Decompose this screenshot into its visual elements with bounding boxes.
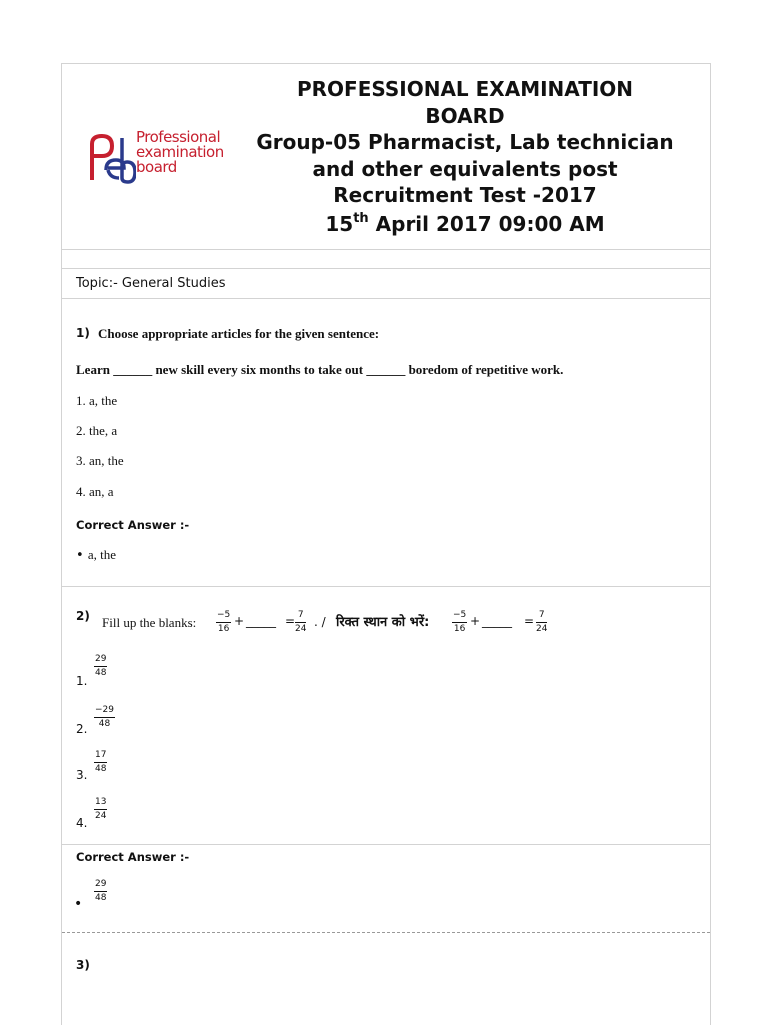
plus-sign: + <box>470 614 481 628</box>
exam-date <box>230 211 700 238</box>
title-line: Group-05 Pharmacist, Lab technician <box>256 130 674 154</box>
option-fraction <box>94 750 107 775</box>
topic-row <box>62 269 710 299</box>
question-prompt-hi: रिक्त स्थान को भरें: <box>336 615 430 630</box>
fraction-numerator: 7 <box>295 610 306 623</box>
title-line: BOARD <box>425 103 505 128</box>
question-divider <box>62 586 710 587</box>
correct-answer-text: a, the <box>87 547 116 562</box>
correct-answer-fraction <box>94 879 107 904</box>
date-day: 15 <box>325 211 354 236</box>
option-item: 3. an, the <box>76 453 124 468</box>
header <box>62 64 710 250</box>
question-number: 1) <box>76 326 90 340</box>
exam-sheet <box>61 63 711 1025</box>
fraction-denominator: 24 <box>295 624 307 634</box>
option-index: 4. <box>76 816 88 830</box>
fraction-numerator: −5 <box>452 610 467 623</box>
fraction-numerator: 7 <box>536 610 547 623</box>
option-index: 3. <box>76 768 88 782</box>
option-index: 2. <box>76 722 88 736</box>
question-number: 2) <box>76 609 90 623</box>
question-prompt-en: Fill up the blanks: <box>102 615 197 630</box>
logo-line: board <box>136 158 177 176</box>
fraction-denominator: 48 <box>95 893 107 903</box>
question-prompt: Choose appropriate articles for the given sentence: <box>98 326 380 341</box>
fraction <box>536 610 547 635</box>
topic-label: Topic:- General Studies <box>76 276 226 291</box>
exam-title <box>230 76 700 237</box>
fraction-numerator: 13 <box>94 797 107 810</box>
blank: _____ <box>246 614 276 628</box>
fraction <box>452 610 467 635</box>
fraction-denominator: 48 <box>95 668 107 678</box>
date-suffix: th <box>353 210 369 226</box>
date-rest: April 2017 09:00 AM <box>368 211 605 236</box>
equals-sign: = <box>524 614 535 628</box>
title-line: PROFESSIONAL EXAMINATION <box>296 77 634 101</box>
correct-answer-item <box>76 547 116 563</box>
fraction-denominator: 24 <box>95 811 107 821</box>
fraction-denominator: 16 <box>453 624 466 634</box>
fraction-numerator: 17 <box>94 750 107 763</box>
title-line: and other equivalents post <box>312 156 618 181</box>
option-fraction <box>94 705 115 730</box>
correct-answer-label: Correct Answer :- <box>76 850 190 864</box>
separator: . / <box>314 615 326 629</box>
title-line: Recruitment Test -2017 <box>333 183 597 207</box>
option-item: 4. an, a <box>76 484 114 499</box>
header-band <box>62 250 710 269</box>
question-divider <box>62 932 710 933</box>
fraction-numerator: 29 <box>94 879 107 892</box>
fraction-numerator: −29 <box>94 705 115 718</box>
fraction <box>295 610 306 635</box>
blank: _____ <box>482 614 512 628</box>
peb-logo <box>86 130 226 186</box>
question-sentence: Learn ______ new skill every six months to take out ______ boredom of repetitive work. <box>76 362 564 377</box>
logo-wordmark <box>136 130 224 175</box>
fraction-denominator: 16 <box>217 624 230 634</box>
equals-sign: = <box>285 614 296 628</box>
bullet-icon: • <box>74 896 83 912</box>
option-item: 1. a, the <box>76 393 118 408</box>
bullet-icon: • <box>76 548 84 563</box>
fraction <box>216 610 231 635</box>
plus-sign: + <box>234 614 245 628</box>
option-fraction <box>94 797 107 822</box>
options-divider <box>62 844 710 845</box>
fraction-denominator: 48 <box>98 719 111 729</box>
fraction-denominator: 24 <box>536 624 548 634</box>
logo-line: Professional <box>136 128 221 146</box>
option-index: 1. <box>76 674 88 688</box>
fraction-denominator: 48 <box>95 764 107 774</box>
peb-logo-mark-icon <box>86 130 136 186</box>
logo-line: examination <box>136 143 224 161</box>
question-number: 3) <box>76 958 90 972</box>
fraction-numerator: −5 <box>216 610 231 623</box>
correct-answer-label: Correct Answer :- <box>76 518 190 532</box>
option-fraction <box>94 654 107 679</box>
option-item: 2. the, a <box>76 423 118 438</box>
fraction-numerator: 29 <box>94 654 107 667</box>
